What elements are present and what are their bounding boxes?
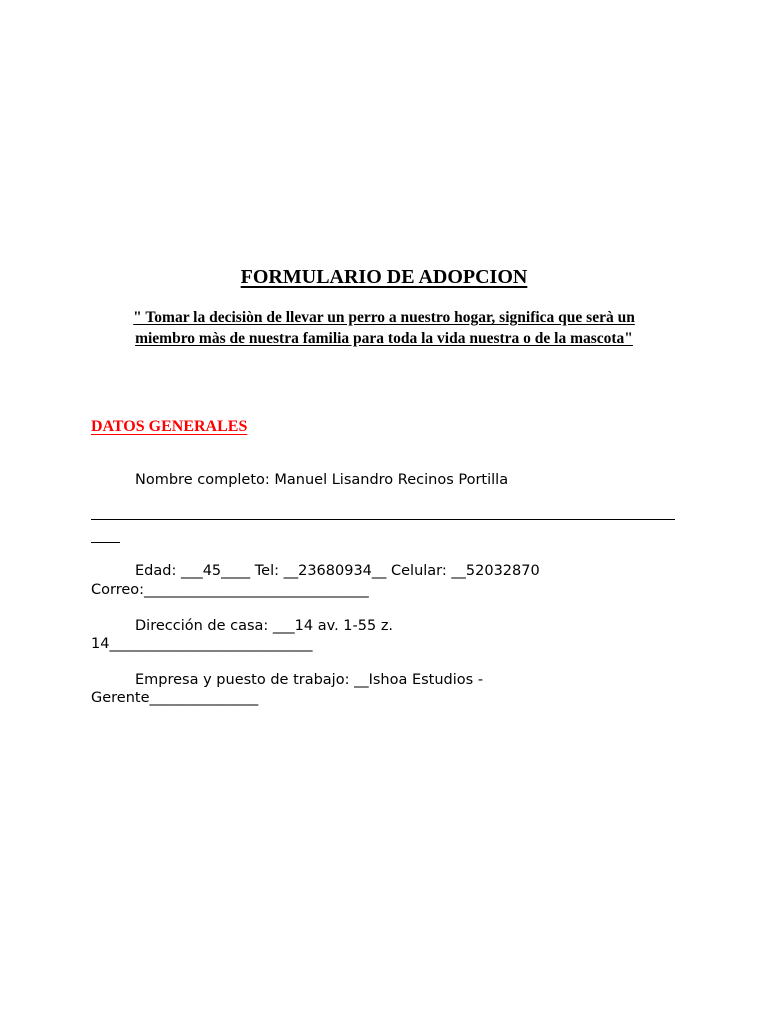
- adoption-quote: [90, 307, 678, 349]
- edad-tel-celular-field: Edad: ___45____ Tel: __23680934__ Celular: __52032870: [135, 563, 540, 579]
- underline-short: [91, 525, 120, 543]
- underline-long: [91, 510, 675, 520]
- empresa-field-line-1: Empresa y puesto de trabajo: __Ishoa Estudios -: [135, 672, 484, 688]
- section-heading-datos-generales: DATOS GENERALES: [91, 418, 248, 435]
- direccion-field-line-1: Dirección de casa: ___14 av. 1-55 z.: [135, 618, 394, 634]
- correo-field: Correo:_______________________________: [91, 582, 369, 598]
- form-title: FORMULARIO DE ADOPCION: [240, 266, 528, 288]
- nombre-field: Nombre completo: Manuel Lisandro Recinos Portilla: [135, 472, 509, 488]
- quote-line-2: miembro màs de nuestra familia para toda la vida nuestra o de la mascota": [135, 330, 633, 347]
- quote-line-1: " Tomar la decisiòn de llevar un perro a nuestro hogar, significa que serà un: [133, 309, 635, 326]
- direccion-field-line-2: 14____________________________: [91, 636, 313, 652]
- blank-underline: [91, 510, 675, 543]
- empresa-field-line-2: Gerente_______________: [91, 690, 259, 706]
